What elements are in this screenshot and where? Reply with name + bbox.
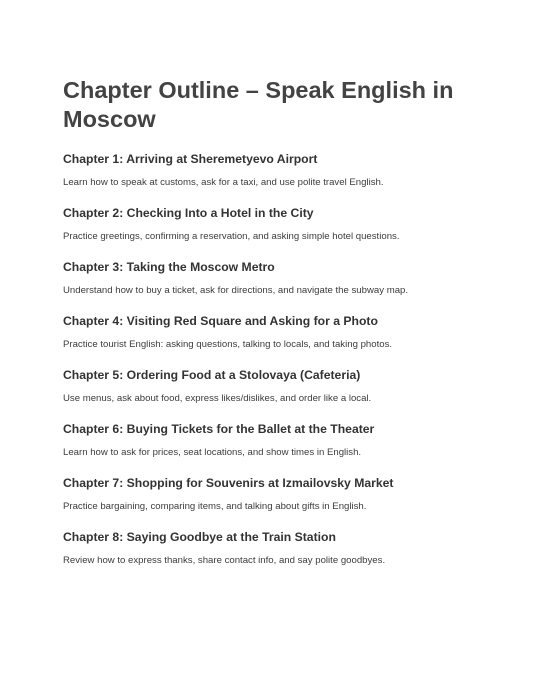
page-title: Chapter Outline – Speak English in Moscow: [63, 77, 454, 132]
chapter-item: [63, 259, 493, 297]
chapter-item: [63, 529, 493, 567]
chapter-item: [63, 205, 493, 243]
chapter-title: Chapter 8: Saying Goodbye at the Train Station: [63, 530, 336, 544]
chapter-item: [63, 151, 493, 189]
chapter-description: Learn how to ask for prices, seat locations, and show times in English.: [63, 447, 362, 458]
chapter-description: Use menus, ask about food, express likes/dislikes, and order like a local.: [63, 393, 372, 404]
chapter-description: Understand how to buy a ticket, ask for directions, and navigate the subway map.: [63, 285, 409, 296]
chapter-description: Review how to express thanks, share contact info, and say polite goodbyes.: [63, 555, 386, 566]
chapter-title: Chapter 4: Visiting Red Square and Asking for a Photo: [63, 314, 378, 328]
chapter-description: Practice bargaining, comparing items, and talking about gifts in English.: [63, 501, 367, 512]
chapter-title: Chapter 2: Checking Into a Hotel in the City: [63, 206, 314, 220]
chapter-item: [63, 367, 493, 405]
chapter-item: [63, 313, 493, 351]
chapter-title: Chapter 5: Ordering Food at a Stolovaya (Cafeteria): [63, 368, 361, 382]
chapter-title: Chapter 7: Shopping for Souvenirs at Izmailovsky Market: [63, 476, 394, 490]
chapter-description: Practice greetings, confirming a reservation, and asking simple hotel questions.: [63, 231, 400, 242]
chapter-title: Chapter 1: Arriving at Sheremetyevo Airport: [63, 152, 318, 166]
chapter-description: Practice tourist English: asking questions, talking to locals, and taking photos.: [63, 339, 393, 350]
chapter-item: [63, 421, 493, 459]
chapter-description: Learn how to speak at customs, ask for a taxi, and use polite travel English.: [63, 177, 384, 188]
chapter-item: [63, 475, 493, 513]
chapter-title: Chapter 3: Taking the Moscow Metro: [63, 260, 275, 274]
chapter-title: Chapter 6: Buying Tickets for the Ballet at the Theater: [63, 422, 375, 436]
